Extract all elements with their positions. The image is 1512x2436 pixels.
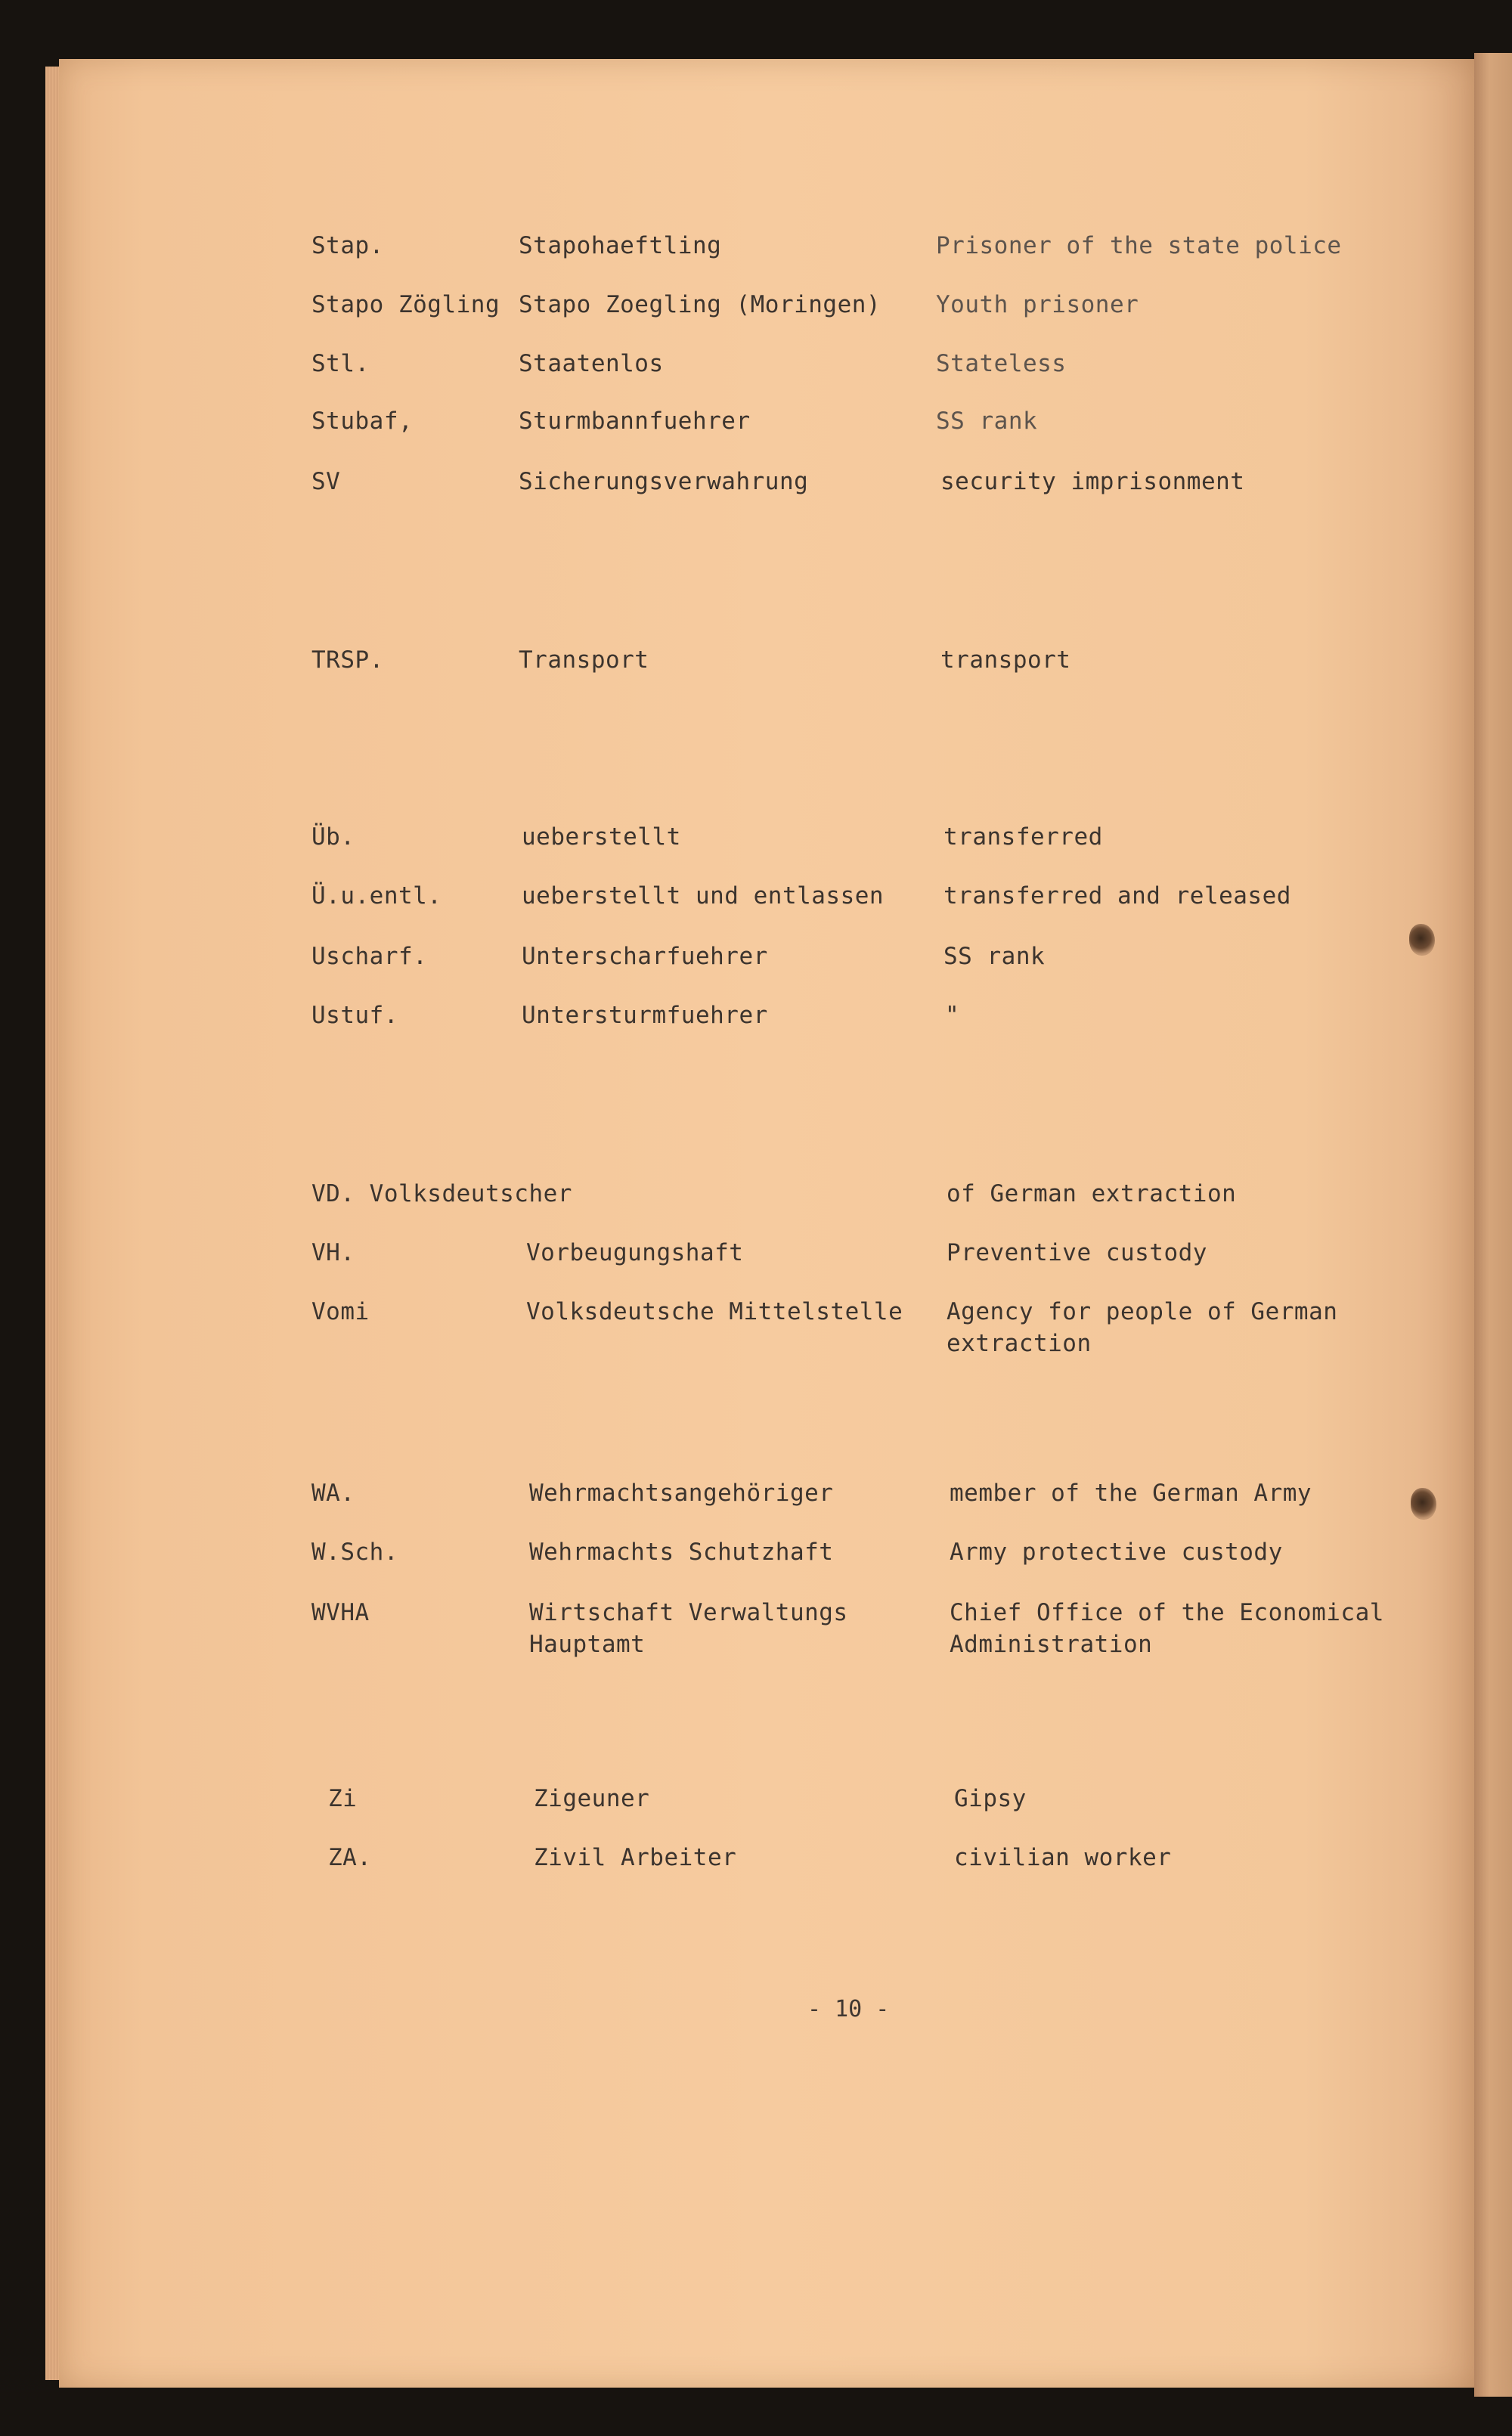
- german-ustuf: Untersturmfuehrer: [522, 1002, 768, 1029]
- german-za: Zivil Arbeiter: [534, 1844, 737, 1871]
- english-vomi: Agency for people of German extraction: [947, 1298, 1338, 1357]
- english-vh: Preventive custody: [947, 1239, 1207, 1266]
- english-zi: Gipsy: [954, 1785, 1027, 1812]
- abbr-za: ZA.: [328, 1844, 372, 1871]
- english-wvha: Chief Office of the Economical Administration: [950, 1599, 1384, 1658]
- english-sv: security imprisonment: [940, 468, 1245, 495]
- german-w-sch: Wehrmachts Schutzhaft: [529, 1539, 834, 1566]
- german-wvha: Wirtschaft Verwaltungs Hauptamt: [529, 1599, 848, 1658]
- abbr-uscharf: Uscharf.: [311, 943, 428, 970]
- abbr-sv: SV: [311, 468, 341, 495]
- facing-page-edge: [1474, 53, 1512, 2397]
- english-stapo-zogling: Youth prisoner: [936, 291, 1139, 318]
- english-u-u-entl: transferred and released: [943, 882, 1291, 910]
- document-page: [59, 59, 1474, 2388]
- german-stapo-zogling: Stapo Zoegling (Moringen): [519, 291, 881, 318]
- abbr-stapo-zogling: Stapo Zögling: [311, 291, 500, 318]
- english-wa: member of the German Army: [950, 1480, 1312, 1507]
- abbr-vh: VH.: [311, 1239, 355, 1266]
- german-stap: Stapohaeftling: [519, 232, 722, 259]
- abbr-ub: Üb.: [311, 823, 355, 851]
- english-za: civilian worker: [954, 1844, 1172, 1871]
- abbr-trsp: TRSP.: [311, 646, 384, 674]
- german-u-u-entl: ueberstellt und entlassen: [522, 882, 885, 910]
- english-stap: Prisoner of the state police: [936, 232, 1342, 259]
- german-vomi: Volksdeutsche Mittelstelle: [526, 1298, 903, 1325]
- english-trsp: transport: [940, 646, 1071, 674]
- punch-hole-lower: [1411, 1488, 1436, 1520]
- german-trsp: Transport: [519, 646, 649, 674]
- abbr-ustuf: Ustuf.: [311, 1002, 398, 1029]
- abbr-vd: VD. Volksdeutscher: [311, 1180, 572, 1207]
- abbr-stubaf: Stubaf,: [311, 408, 414, 435]
- abbr-u-u-entl: Ü.u.entl.: [311, 882, 442, 910]
- english-stl: Stateless: [936, 350, 1067, 377]
- german-stl: Staatenlos: [519, 350, 664, 377]
- german-zi: Zigeuner: [534, 1785, 650, 1812]
- abbr-stap: Stap.: [311, 232, 384, 259]
- german-uscharf: Unterscharfuehrer: [522, 943, 768, 970]
- english-vd: of German extraction: [947, 1180, 1237, 1207]
- english-stubaf: SS rank: [936, 408, 1038, 435]
- english-ub: transferred: [943, 823, 1103, 851]
- abbr-zi: Zi: [328, 1785, 358, 1812]
- german-ub: ueberstellt: [522, 823, 681, 851]
- page-number: - 10 -: [807, 1996, 890, 2022]
- abbr-w-sch: W.Sch.: [311, 1539, 398, 1566]
- german-sv: Sicherungsverwahrung: [519, 468, 809, 495]
- german-stubaf: Sturmbannfuehrer: [519, 408, 751, 435]
- abbr-wvha: WVHA: [311, 1599, 370, 1626]
- german-wa: Wehrmachtsangehöriger: [529, 1480, 834, 1507]
- abbr-wa: WA.: [311, 1480, 355, 1507]
- abbr-vomi: Vomi: [311, 1298, 370, 1325]
- german-vh: Vorbeugungshaft: [526, 1239, 744, 1266]
- english-uscharf: SS rank: [943, 943, 1046, 970]
- punch-hole-upper: [1409, 924, 1435, 956]
- abbr-stl: Stl.: [311, 350, 370, 377]
- english-ustuf: ": [945, 1002, 960, 1029]
- english-w-sch: Army protective custody: [950, 1539, 1283, 1566]
